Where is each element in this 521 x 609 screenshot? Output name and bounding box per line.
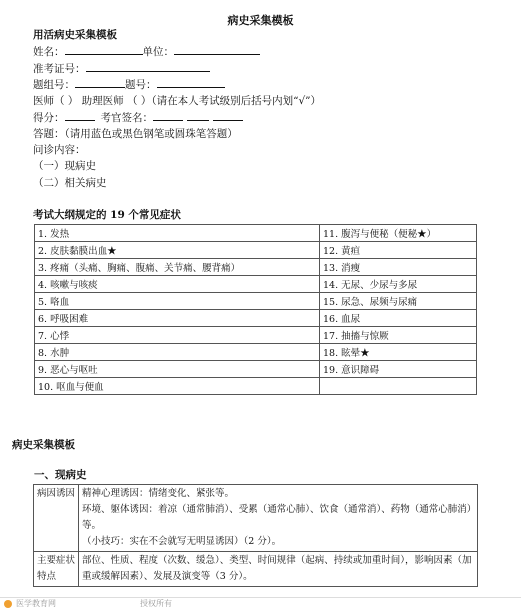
group-row (33, 77, 225, 92)
symptom-row (35, 259, 477, 276)
question-blank[interactable] (157, 77, 225, 88)
name-blank[interactable] (65, 44, 143, 55)
exam-id-blank[interactable] (86, 61, 210, 72)
footer-bar (0, 597, 521, 609)
symptom-cell: 15. 尿急、尿频与尿痛 (320, 293, 477, 310)
exam-id-label: 准考证号： (33, 63, 86, 75)
symptom-row (35, 225, 477, 242)
symptom-cell: 5. 咯血 (35, 293, 320, 310)
symptoms-table (34, 224, 477, 395)
symptom-cell: 9. 恶心与呕吐 (35, 361, 320, 378)
symptom-cell: 1. 发热 (35, 225, 320, 242)
doctor-line: 医师（ ） 助理医师 （ ）（请在本人考试级别后括号内划“√”） (33, 95, 322, 107)
symptom-cell: 10. 呕血与便血 (35, 378, 320, 395)
symptom-cell: 6. 呼吸困难 (35, 310, 320, 327)
history-row-label: 病因诱因 (34, 485, 79, 552)
symptom-cell: 11. 腹泻与便秘（便秘★） (320, 225, 477, 242)
symptom-cell: 8. 水肿 (35, 344, 320, 361)
question-label: 题号： (125, 79, 157, 91)
symptom-row (35, 361, 477, 378)
exam-id-row (33, 61, 210, 76)
page-title: 病史采集模板 (227, 14, 294, 27)
symptom-row (35, 293, 477, 310)
symptom-cell: 18. 眩晕★ (320, 344, 477, 361)
symptom-cell: 17. 抽搐与惊厥 (320, 327, 477, 344)
symptom-row (35, 344, 477, 361)
symptom-row (35, 378, 477, 395)
examiner-blank-3[interactable] (213, 110, 243, 121)
item-present-history: （一）现病史 (33, 160, 96, 172)
examiner-blank-2[interactable] (187, 110, 209, 121)
group-label: 题组号： (33, 79, 75, 91)
history-row (34, 485, 478, 552)
section-title: 用活病史采集模板 (33, 29, 117, 41)
symptom-row (35, 310, 477, 327)
symptom-cell: 3. 疼痛（头痛、胸痛、腹痛、关节痛、腰背痛） (35, 259, 320, 276)
history-line: （小技巧：实在不会就写无明显诱因）（2 分）。 (82, 536, 282, 547)
symptom-cell (320, 378, 477, 395)
symptom-cell: 4. 咳嗽与咳痰 (35, 276, 320, 293)
history-table (33, 484, 478, 587)
group-blank[interactable] (75, 77, 125, 88)
symptom-cell: 16. 血尿 (320, 310, 477, 327)
name-label: 姓名： (33, 46, 65, 58)
examiner-blank-1[interactable] (153, 110, 183, 121)
symptom-row (35, 242, 477, 259)
symptom-cell: 2. 皮肤黏膜出血★ (35, 242, 320, 259)
present-history-title: 一、现病史 (34, 469, 87, 481)
symptom-cell: 7. 心悸 (35, 327, 320, 344)
symptom-cell: 12. 黄疸 (320, 242, 477, 259)
score-label: 得分： (33, 112, 65, 124)
symptom-cell: 14. 无尿、少尿与多尿 (320, 276, 477, 293)
score-blank[interactable] (65, 110, 95, 121)
history-line: 精神心理诱因：情绪变化、紧张等。 (82, 488, 235, 499)
examiner-label: 考官签名： (100, 112, 153, 124)
footer-right-text: 授权所有 (140, 599, 172, 608)
history-line: 部位、性质、程度（次数、缓急）、类型、时间规律（起病、持续或加重时间），影响因素（加重或缓解因素）、发展及演变等（3 分）。 (82, 555, 472, 582)
template-title: 病史采集模板 (12, 439, 75, 451)
history-row (34, 552, 478, 587)
unit-label: 单位： (142, 46, 174, 58)
inquiry-label: 问诊内容： (33, 144, 86, 156)
history-line: 环境、躯体诱因：着凉（通常肺消）、受累（通常心肺）、饮食（通常消）、药物（通常心肺消）等。 (82, 504, 472, 531)
name-field-row (33, 44, 260, 59)
symptoms-title: 考试大纲规定的 19 个常见症状 (33, 209, 181, 221)
history-row-content (79, 552, 478, 587)
symptom-cell: 13. 消瘦 (320, 259, 477, 276)
history-row-content (79, 485, 478, 552)
history-row-label: 主要症状特点 (34, 552, 79, 587)
footer-left-text: 医学教育网 (16, 599, 56, 608)
symptom-row (35, 276, 477, 293)
unit-blank[interactable] (174, 44, 260, 55)
item-related-history: （二）相关病史 (33, 177, 107, 189)
answer-line: 答题：（请用蓝色或黑色钢笔或圆珠笔答题） (33, 128, 238, 140)
symptom-cell: 19. 意识障碍 (320, 361, 477, 378)
symptom-row (35, 327, 477, 344)
logo-icon (4, 600, 12, 608)
score-row (33, 110, 243, 125)
